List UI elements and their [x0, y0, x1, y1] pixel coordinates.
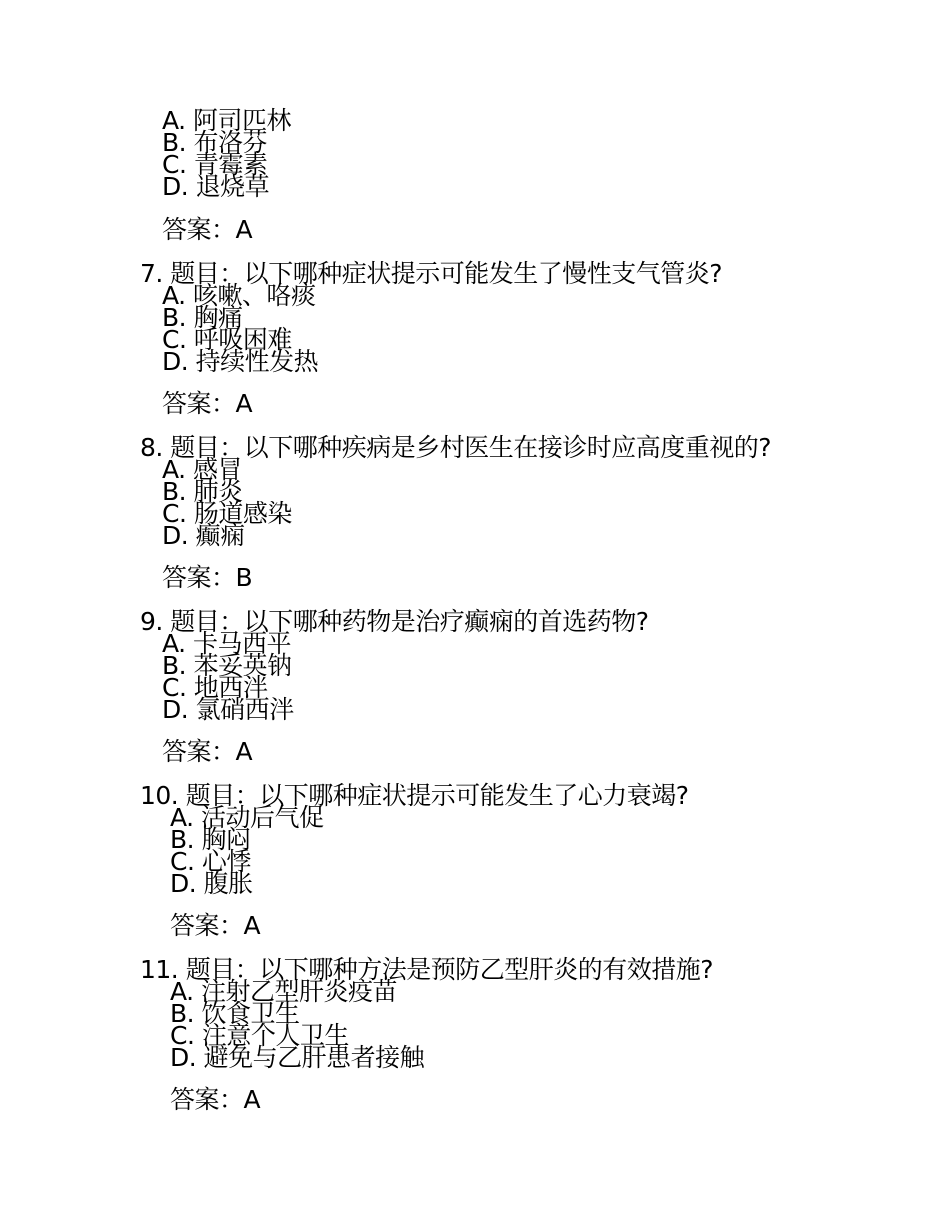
option-c: C. 心悸	[170, 847, 251, 876]
option-b: B. 肺炎	[162, 477, 243, 506]
option-b: B. 饮食卫生	[170, 999, 300, 1028]
option-a: A. 咳嗽、咯痰	[162, 281, 316, 310]
question-title: 8. 题目：以下哪种疾病是乡村医生在接诊时应高度重视的?	[140, 433, 772, 462]
option-b: B. 苯妥英钠	[162, 651, 292, 680]
option-d: D. 癫痫	[162, 521, 245, 550]
question-title: 9. 题目：以下哪种药物是治疗癫痫的首选药物?	[140, 607, 649, 636]
option-a: A. 活动后气促	[170, 803, 324, 832]
option-b: B. 胸痛	[162, 303, 243, 332]
option-c: C. 青霉素	[162, 150, 268, 179]
answer: 答案：A	[162, 389, 253, 418]
option-d: D. 退烧草	[162, 172, 270, 201]
option-a: A. 阿司匹林	[162, 106, 292, 135]
option-d: D. 氯硝西泮	[162, 695, 294, 724]
option-a: A. 卡马西平	[162, 629, 292, 658]
option-d: D. 腹胀	[170, 869, 253, 898]
option-c: C. 注意个人卫生	[170, 1021, 349, 1050]
option-b: B. 胸闷	[170, 825, 251, 854]
answer: 答案：A	[170, 911, 261, 940]
question-title: 11. 题目：以下哪种方法是预防乙型肝炎的有效措施?	[140, 955, 713, 984]
option-a: A. 感冒	[162, 455, 243, 484]
option-b: B. 布洛芬	[162, 128, 268, 157]
answer: 答案：A	[162, 215, 253, 244]
option-c: C. 呼吸困难	[162, 325, 292, 354]
option-d: D. 持续性发热	[162, 347, 319, 376]
question-title: 7. 题目：以下哪种症状提示可能发生了慢性支气管炎?	[140, 259, 723, 288]
option-d: D. 避免与乙肝患者接触	[170, 1043, 425, 1072]
answer: 答案：A	[162, 737, 253, 766]
question-title: 10. 题目：以下哪种症状提示可能发生了心力衰竭?	[140, 781, 689, 810]
option-a: A. 注射乙型肝炎疫苗	[170, 977, 398, 1006]
option-c: C. 肠道感染	[162, 499, 292, 528]
option-c: C. 地西泮	[162, 673, 268, 702]
answer: 答案：B	[162, 563, 253, 592]
answer: 答案：A	[170, 1085, 261, 1114]
